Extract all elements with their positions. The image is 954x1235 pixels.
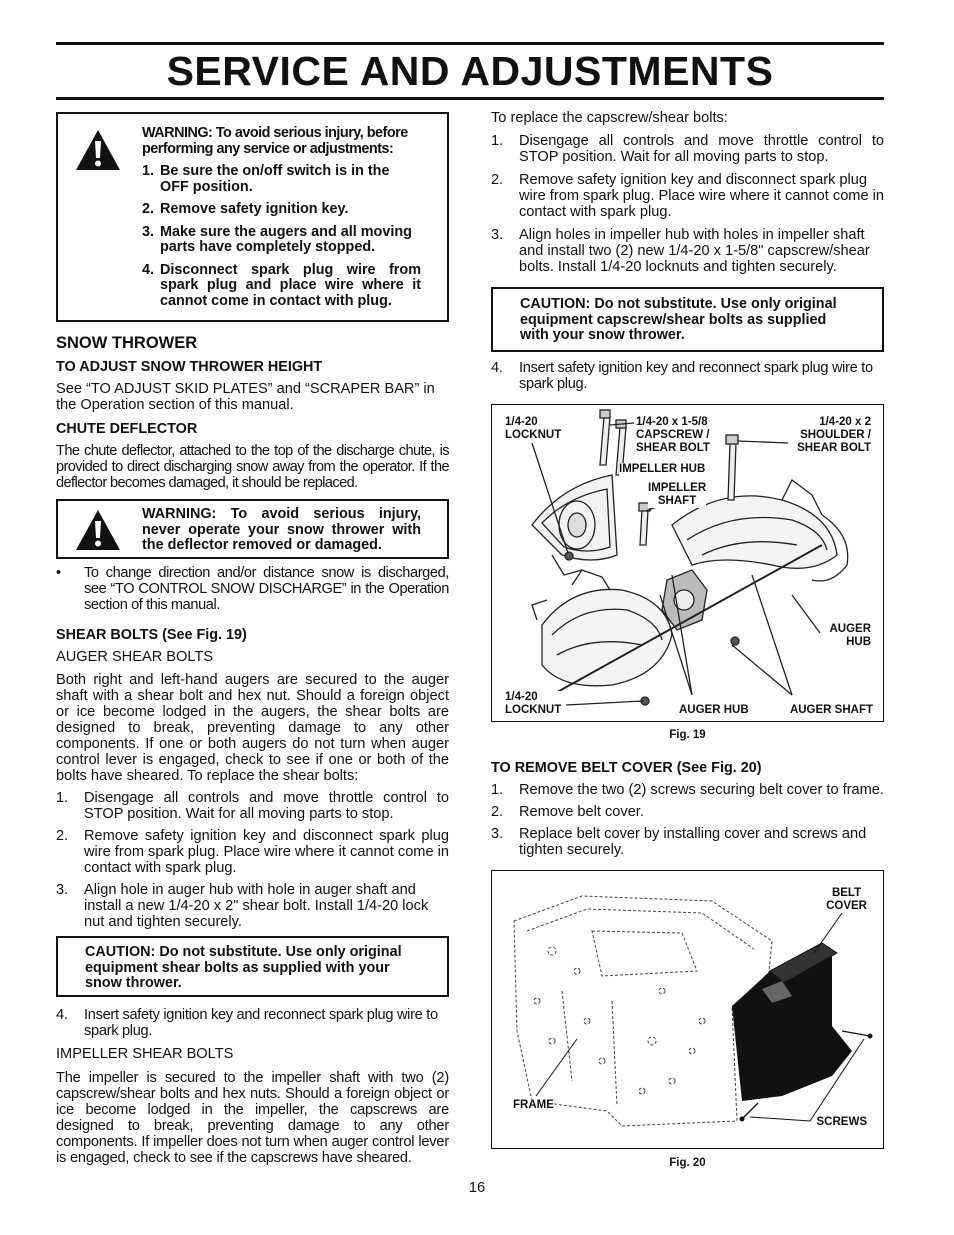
list-item: 1. Disengage all controls and move throttle control to STOP position. Wait for all moving parts to stop. (56, 790, 449, 822)
caution-box-impeller (491, 287, 884, 352)
warning-main-body (142, 126, 421, 309)
bullet-text: To change direction and/or distance snow is discharged, see “TO CONTROL SNOW DISCHARGE” in the Operation section of this manual. (84, 565, 449, 613)
list-item: 2. Remove safety ignition key and disconnect spark plug wire from spark plug. Place wire where it cannot come in contact with spark plug. (56, 828, 449, 876)
list-item: 1. Be sure the on/off switch is in the OFF position. (142, 163, 390, 195)
warning-chute-text: WARNING: To avoid serious injury, never operate your snow thrower with the deflector removed or damaged. (142, 506, 421, 553)
list-item: 3. Replace belt cover by installing cover and screws and tighten securely. (491, 826, 867, 858)
list-item: 3. Align holes in impeller hub with holes in impeller shaft and install two (2) new 1/4-20 x 1-5/8" capscrew/shear bolts. Install 1/4-20 locknuts and tighten securely. (491, 227, 870, 275)
right-column (491, 110, 884, 1169)
paragraph-impeller-intro: The impeller is secured to the impeller shaft with two (2) capscrew/shear bolts and hex nuts. Should a foreign object or ice become lodged in the impeller, the capscrews are designed to break, preventing damage to any other components. If impeller does not turn when auger control lever is engaged, check to see if the capscrews have sheared. (56, 1070, 449, 1166)
figure-19-caption: Fig. 19 (669, 729, 706, 741)
list-item: 3. Make sure the augers and all moving parts have completely stopped. (142, 223, 412, 255)
list-item: 4. Disconnect spark plug wire from spark plug and place wire where it cannot come in contact with plug. (142, 261, 421, 309)
list-item: 4. Insert safety ignition key and reconnect spark plug wire to spark plug. (491, 360, 873, 392)
warning-triangle-icon (74, 508, 122, 552)
impeller-step4-list (491, 360, 884, 392)
label-shoulder-bolt: 1/4-20 x 2 SHOULDER / SHEAR BOLT (797, 416, 871, 454)
page-title: SERVICE AND ADJUSTMENTS (166, 48, 774, 94)
list-item: 1. Remove the two (2) screws securing belt cover to frame. (491, 782, 884, 798)
warning-main-heading: WARNING: To avoid serious injury, before performing any service or adjustments: (142, 125, 408, 157)
list-item: 2. Remove safety ignition key and disconnect spark plug wire from spark plug. Place wire where it cannot come in contact with spark plug. (491, 172, 884, 220)
label-impeller-shaft: IMPELLER SHAFT (648, 482, 707, 507)
header-rule-bottom (56, 97, 884, 100)
warning-box-main (56, 112, 449, 322)
impeller-steps-list (491, 133, 884, 275)
paragraph-height: See “TO ADJUST SKID PLATES” and “SCRAPER BAR” in the Operation section of this manual. (56, 381, 435, 413)
list-item: 2. Remove belt cover. (491, 804, 644, 820)
label-locknut-top: 1/4-20 LOCKNUT (505, 416, 562, 441)
figure-20 (491, 870, 884, 1149)
label-screws: SCREWS (816, 1116, 867, 1128)
label-belt-cover: BELT COVER (826, 887, 867, 912)
page-number: 16 (468, 1180, 486, 1196)
list-item: 4. Insert safety ignition key and reconnect spark plug wire to spark plug. (56, 1007, 438, 1039)
section-heading-snow-thrower: SNOW THROWER (56, 334, 198, 352)
subheading-chute-deflector: CHUTE DEFLECTOR (56, 421, 198, 437)
figure-20-caption: Fig. 20 (669, 1157, 706, 1169)
paragraph-chute: The chute deflector, attached to the top of the discharge chute, is provided to direct discharging snow away from the operator. If the deflector becomes damaged, it should be replaced. (56, 443, 449, 491)
label-capscrew: 1/4-20 x 1-5/8 CAPSCREW / SHEAR BOLT (636, 416, 710, 454)
caution-auger-text: CAUTION: Do not substitute. Use only original equipment shear bolts as supplied with your snow thrower. (85, 944, 402, 991)
warning-box-chute (56, 499, 449, 559)
list-item: 2. Remove safety ignition key. (142, 201, 349, 217)
belt-cover-steps-list (491, 782, 884, 858)
list-item: 3. Align hole in auger hub with hole in auger shaft and install a new 1/4-20 x 2" shear bolt. Install 1/4-20 lock nut and tighten securely. (56, 882, 429, 930)
subheading-shear-bolts: SHEAR BOLTS (See Fig. 19) (56, 627, 247, 643)
caution-box-auger (56, 936, 449, 997)
label-auger-shaft: AUGER SHAFT (789, 704, 873, 716)
subheading-impeller-shear-bolts: IMPELLER SHEAR BOLTS (56, 1046, 234, 1062)
warning-main-list (142, 164, 421, 309)
subheading-auger-shear-bolts: AUGER SHEAR BOLTS (56, 649, 214, 665)
paragraph-impeller-replace-intro: To replace the capscrew/shear bolts: (491, 110, 728, 126)
bullet-chute-direction (56, 565, 449, 613)
label-frame: FRAME (513, 1099, 554, 1111)
label-locknut-bottom: 1/4-20 LOCKNUT (505, 691, 562, 716)
caution-impeller-text: CAUTION: Do not substitute. Use only original equipment capscrew/shear bolts as supplied with your snow thrower. (520, 296, 837, 343)
figure-19 (491, 404, 884, 722)
list-item: 1. Disengage all controls and move throttle control to STOP position. Wait for all moving parts to stop. (491, 133, 884, 165)
auger-steps-list (56, 790, 449, 930)
auger-step4-list (56, 1007, 449, 1039)
paragraph-auger-intro: Both right and left-hand augers are secured to the auger shaft with a shear bolt and hex nut. Should a foreign object or ice become lodged in the augers, the shear bolts are designed to break, preventing damage to any other components. If one or both augers do not turn when auger control lever is engaged, check to see if one or both of the bolts have sheared. To replace the shear bolts: (56, 672, 449, 784)
label-auger-hub-right: AUGER HUB (829, 623, 871, 648)
warning-triangle-icon (74, 128, 122, 172)
label-auger-hub-bottom: AUGER HUB (679, 704, 749, 716)
header-rule-top (56, 42, 884, 45)
subheading-snow-thrower-height: TO ADJUST SNOW THROWER HEIGHT (56, 359, 323, 375)
left-column (56, 112, 449, 1166)
bullet-mark: • (56, 565, 62, 581)
label-impeller-hub: IMPELLER HUB (619, 463, 706, 475)
subheading-remove-belt-cover: TO REMOVE BELT COVER (See Fig. 20) (491, 760, 762, 776)
